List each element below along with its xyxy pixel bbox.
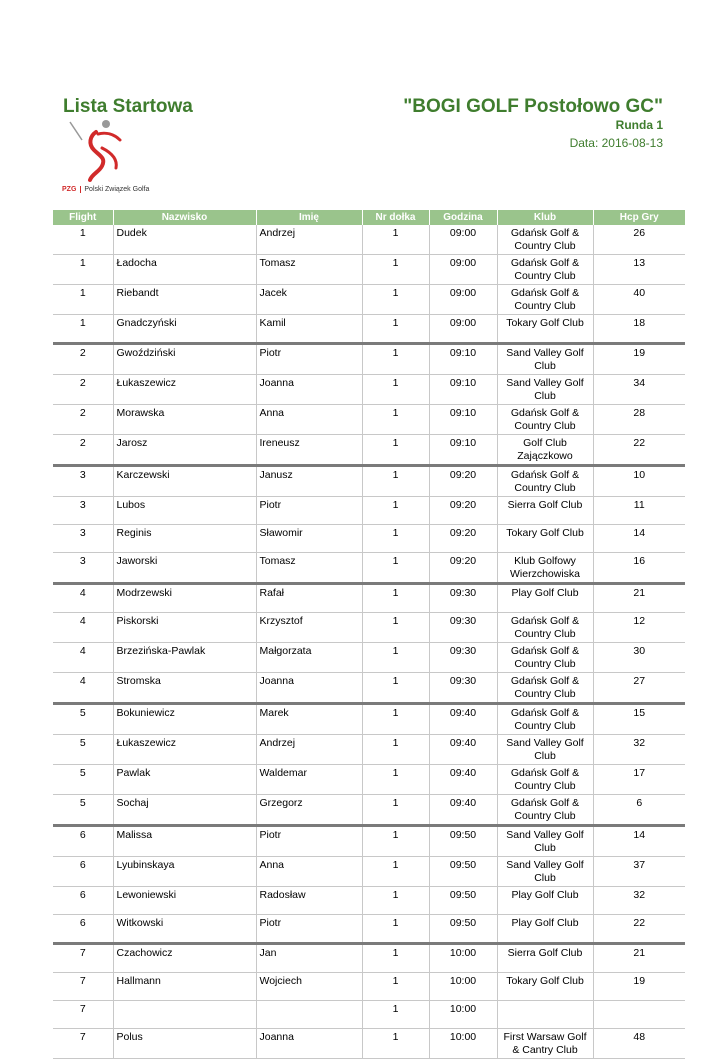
cell-surname: Jaworski [113,553,256,584]
cell-hcp: 37 [593,857,685,887]
cell-time: 09:20 [429,466,497,497]
cell-name: Jan [256,944,362,973]
cell-hole: 1 [362,584,429,613]
table-row [53,915,685,944]
cell-hcp: 30 [593,643,685,673]
cell-surname: Witkowski [113,915,256,944]
cell-time: 09:30 [429,643,497,673]
cell-club: Sierra Golf Club [497,944,593,973]
cell-name: Sławomir [256,525,362,553]
cell-hole: 1 [362,497,429,525]
cell-surname: Łukaszewicz [113,375,256,405]
cell-time: 09:20 [429,497,497,525]
cell-name: Janusz [256,466,362,497]
cell-hole: 1 [362,735,429,765]
cell-surname: Ładocha [113,255,256,285]
table-row [53,973,685,1001]
cell-flight: 2 [53,375,113,405]
cell-flight: 7 [53,1001,113,1029]
cell-club: Sierra Golf Club [497,497,593,525]
cell-club: Play Golf Club [497,915,593,944]
cell-hcp: 12 [593,613,685,643]
cell-club: Gdańsk Golf & Country Club [497,765,593,795]
col-header-time: Godzina [429,210,497,225]
cell-flight: 2 [53,435,113,466]
cell-name: Piotr [256,915,362,944]
cell-hcp [593,1001,685,1029]
cell-flight: 3 [53,497,113,525]
table-row [53,826,685,857]
cell-club: Klub Golfowy Wierzchowiska [497,553,593,584]
cell-flight: 6 [53,826,113,857]
cell-hole: 1 [362,973,429,1001]
cell-name: Andrzej [256,735,362,765]
cell-surname: Lewoniewski [113,887,256,915]
cell-name: Waldemar [256,765,362,795]
cell-hcp: 22 [593,435,685,466]
col-header-name: Imię [256,210,362,225]
cell-surname: Jarosz [113,435,256,466]
cell-club: Sand Valley Golf Club [497,826,593,857]
cell-flight: 1 [53,255,113,285]
cell-surname: Malissa [113,826,256,857]
cell-flight: 4 [53,673,113,704]
cell-name: Anna [256,857,362,887]
cell-surname: Riebandt [113,285,256,315]
cell-club: Play Golf Club [497,887,593,915]
cell-hole: 1 [362,915,429,944]
cell-time: 09:00 [429,255,497,285]
cell-hole: 1 [362,405,429,435]
cell-surname: Dudek [113,225,256,255]
cell-flight: 5 [53,735,113,765]
cell-flight: 6 [53,915,113,944]
cell-surname: Łukaszewicz [113,735,256,765]
cell-club: Play Golf Club [497,584,593,613]
cell-flight: 3 [53,553,113,584]
cell-surname [113,1001,256,1029]
cell-hole: 1 [362,344,429,375]
cell-surname: Czachowicz [113,944,256,973]
cell-time: 09:00 [429,285,497,315]
table-row [53,613,685,643]
cell-surname: Bokuniewicz [113,704,256,735]
cell-time: 09:10 [429,405,497,435]
cell-hole: 1 [362,673,429,704]
cell-hcp: 17 [593,765,685,795]
cell-flight: 5 [53,795,113,826]
cell-flight: 7 [53,944,113,973]
cell-name: Krzysztof [256,613,362,643]
table-row [53,285,685,315]
cell-name [256,1001,362,1029]
cell-hcp: 10 [593,466,685,497]
cell-name: Marek [256,704,362,735]
cell-hcp: 21 [593,944,685,973]
table-row [53,435,685,466]
cell-club: Gdańsk Golf & Country Club [497,255,593,285]
cell-flight: 6 [53,857,113,887]
cell-name: Andrzej [256,225,362,255]
cell-name: Piotr [256,826,362,857]
cell-hole: 1 [362,553,429,584]
table-row [53,887,685,915]
cell-club: Sand Valley Golf Club [497,375,593,405]
cell-hcp: 14 [593,525,685,553]
cell-hcp: 13 [593,255,685,285]
cell-hcp: 26 [593,225,685,255]
tournament-title: "BOGI GOLF Postołowo GC" [403,96,663,117]
table-row [53,525,685,553]
cell-time: 10:00 [429,973,497,1001]
cell-club [497,1001,593,1029]
table-row [53,315,685,344]
cell-surname: Reginis [113,525,256,553]
cell-hcp: 22 [593,915,685,944]
cell-club: Tokary Golf Club [497,973,593,1001]
table-row [53,765,685,795]
cell-name: Rafał [256,584,362,613]
cell-time: 09:30 [429,584,497,613]
cell-surname: Lyubinskaya [113,857,256,887]
cell-hole: 1 [362,315,429,344]
cell-hcp: 14 [593,826,685,857]
cell-name: Joanna [256,1029,362,1059]
cell-hole: 1 [362,525,429,553]
golfer-icon [62,118,142,184]
cell-surname: Morawska [113,405,256,435]
cell-club: Sand Valley Golf Club [497,857,593,887]
cell-name: Tomasz [256,553,362,584]
cell-hole: 1 [362,255,429,285]
table-row [53,1029,685,1059]
table-row [53,375,685,405]
cell-time: 09:40 [429,765,497,795]
col-header-hcp: Hcp Gry [593,210,685,225]
cell-surname: Sochaj [113,795,256,826]
cell-club: Gdańsk Golf & Country Club [497,643,593,673]
cell-flight: 3 [53,525,113,553]
cell-time: 09:50 [429,857,497,887]
cell-time: 09:00 [429,315,497,344]
cell-name: Grzegorz [256,795,362,826]
cell-club: Gdańsk Golf & Country Club [497,673,593,704]
cell-hole: 1 [362,795,429,826]
cell-flight: 5 [53,765,113,795]
cell-surname: Piskorski [113,613,256,643]
cell-name: Radosław [256,887,362,915]
cell-hcp: 19 [593,344,685,375]
cell-club: First Warsaw Golf & Cantry Club [497,1029,593,1059]
cell-time: 09:10 [429,344,497,375]
cell-flight: 2 [53,344,113,375]
table-row [53,225,685,255]
cell-name: Joanna [256,375,362,405]
cell-hcp: 16 [593,553,685,584]
logo-name: Polski Związek Golfa [80,186,149,193]
cell-club: Gdańsk Golf & Country Club [497,613,593,643]
col-header-hole: Nr dołka [362,210,429,225]
cell-club: Sand Valley Golf Club [497,735,593,765]
cell-time: 09:40 [429,735,497,765]
cell-flight: 7 [53,1029,113,1059]
cell-club: Gdańsk Golf & Country Club [497,466,593,497]
cell-hole: 1 [362,285,429,315]
cell-surname: Pawlak [113,765,256,795]
table-row [53,795,685,826]
cell-hole: 1 [362,466,429,497]
table-row [53,735,685,765]
cell-surname: Brzezińska-Pawlak [113,643,256,673]
table-row [53,673,685,704]
cell-hcp: 6 [593,795,685,826]
table-header-row [53,210,685,225]
cell-club: Tokary Golf Club [497,525,593,553]
cell-surname: Karczewski [113,466,256,497]
cell-hole: 1 [362,613,429,643]
cell-name: Jacek [256,285,362,315]
cell-hole: 1 [362,1001,429,1029]
cell-time: 09:40 [429,795,497,826]
cell-time: 09:50 [429,887,497,915]
cell-name: Małgorzata [256,643,362,673]
pzg-logo [62,118,172,200]
page-title: Lista Startowa [63,96,193,117]
cell-hole: 1 [362,1029,429,1059]
cell-time: 09:40 [429,704,497,735]
table-row [53,553,685,584]
col-header-surname: Nazwisko [113,210,256,225]
cell-name: Joanna [256,673,362,704]
cell-hcp: 19 [593,973,685,1001]
cell-club: Gdańsk Golf & Country Club [497,225,593,255]
cell-flight: 4 [53,613,113,643]
cell-flight: 1 [53,285,113,315]
cell-time: 09:30 [429,613,497,643]
logo-caption [62,186,149,193]
cell-flight: 6 [53,887,113,915]
cell-hcp: 21 [593,584,685,613]
cell-hcp: 40 [593,285,685,315]
cell-hcp: 11 [593,497,685,525]
cell-hcp: 32 [593,735,685,765]
cell-time: 09:30 [429,673,497,704]
cell-surname: Stromska [113,673,256,704]
cell-hole: 1 [362,643,429,673]
cell-hcp: 48 [593,1029,685,1059]
cell-time: 10:00 [429,1029,497,1059]
cell-club: Gdańsk Golf & Country Club [497,405,593,435]
cell-hcp: 28 [593,405,685,435]
cell-time: 10:00 [429,1001,497,1029]
round-label: Runda 1 [615,118,663,132]
cell-surname: Gwoździński [113,344,256,375]
cell-club: Golf Club Zajączkowo [497,435,593,466]
col-header-flight: Flight [53,210,113,225]
cell-hole: 1 [362,225,429,255]
cell-time: 09:10 [429,375,497,405]
table-row [53,405,685,435]
table-row [53,1001,685,1029]
cell-surname: Modrzewski [113,584,256,613]
table-row [53,704,685,735]
cell-club: Gdańsk Golf & Country Club [497,795,593,826]
cell-flight: 4 [53,643,113,673]
cell-hcp: 15 [593,704,685,735]
cell-hcp: 32 [593,887,685,915]
cell-flight: 4 [53,584,113,613]
cell-club: Sand Valley Golf Club [497,344,593,375]
start-list-table [53,210,685,1059]
table-row [53,344,685,375]
cell-flight: 1 [53,225,113,255]
logo-abbr: PZG [62,186,77,193]
cell-hole: 1 [362,765,429,795]
table-row [53,497,685,525]
cell-surname: Gnadczyński [113,315,256,344]
cell-flight: 2 [53,405,113,435]
cell-time: 09:20 [429,553,497,584]
cell-hcp: 27 [593,673,685,704]
cell-surname: Lubos [113,497,256,525]
table-row [53,944,685,973]
cell-time: 09:00 [429,225,497,255]
date-label: Data: 2016-08-13 [569,136,663,150]
cell-club: Tokary Golf Club [497,315,593,344]
cell-name: Piotr [256,344,362,375]
cell-name: Anna [256,405,362,435]
cell-name: Wojciech [256,973,362,1001]
cell-time: 10:00 [429,944,497,973]
cell-hole: 1 [362,857,429,887]
cell-name: Piotr [256,497,362,525]
cell-hole: 1 [362,887,429,915]
cell-hole: 1 [362,826,429,857]
table-row [53,857,685,887]
cell-name: Tomasz [256,255,362,285]
cell-hole: 1 [362,375,429,405]
cell-club: Gdańsk Golf & Country Club [497,285,593,315]
cell-flight: 5 [53,704,113,735]
cell-name: Ireneusz [256,435,362,466]
table-row [53,255,685,285]
cell-time: 09:20 [429,525,497,553]
cell-club: Gdańsk Golf & Country Club [497,704,593,735]
cell-time: 09:10 [429,435,497,466]
cell-hcp: 18 [593,315,685,344]
table-row [53,466,685,497]
cell-name: Kamil [256,315,362,344]
cell-flight: 3 [53,466,113,497]
cell-hole: 1 [362,435,429,466]
cell-surname: Polus [113,1029,256,1059]
cell-hole: 1 [362,944,429,973]
cell-flight: 7 [53,973,113,1001]
cell-surname: Hallmann [113,973,256,1001]
cell-flight: 1 [53,315,113,344]
table-row [53,584,685,613]
cell-time: 09:50 [429,826,497,857]
cell-time: 09:50 [429,915,497,944]
cell-hcp: 34 [593,375,685,405]
cell-hole: 1 [362,704,429,735]
table-row [53,643,685,673]
col-header-club: Klub [497,210,593,225]
